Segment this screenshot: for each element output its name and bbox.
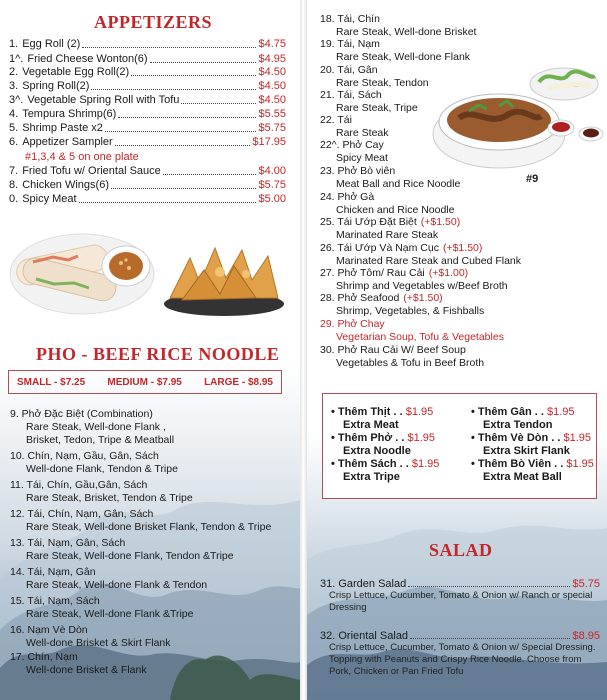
pho-item-title — [320, 139, 388, 152]
pho-item-desc: Rare Steak, Well-done Flank & Tendon — [26, 579, 208, 592]
salad-header — [320, 630, 600, 642]
pho-item-title: 14. Tái, Nạm, Gân — [10, 566, 96, 578]
addon-name: Thêm Sách — [337, 458, 397, 470]
appetizer-price: $17.95 — [252, 136, 286, 148]
pho-item-title: 9. Phở Đặc Biệt (Combination) — [10, 408, 153, 420]
pho-item-name: 21. Tái, Sách — [320, 89, 382, 101]
pho-item-title — [320, 89, 418, 102]
pho-item — [320, 242, 521, 268]
appetizer-number: 3. — [9, 80, 19, 92]
pho-item — [320, 344, 484, 370]
pho-item-desc: Rare Steak — [336, 127, 389, 140]
appetizer-row — [9, 136, 286, 149]
pho-item — [320, 292, 484, 318]
pho-item-title — [320, 38, 470, 51]
pho-bowl-photo — [429, 56, 605, 176]
addon-price: $1.95 — [411, 458, 440, 470]
appetizer-number: 3^. — [9, 94, 24, 106]
pho-item — [10, 508, 271, 534]
appetizer-price: $4.50 — [258, 80, 286, 92]
addon-line: • Thêm Vè Dòn . . $1.95 — [471, 432, 592, 444]
pho-item-title — [320, 216, 460, 229]
pho-item-desc: Shrimp, Vegetables, & Fishballs — [336, 305, 485, 318]
pho-item-desc: Meat Ball and Rice Noodle — [336, 178, 461, 191]
pho-item-name: 23. Phở Bò viên — [320, 165, 396, 177]
leader-dots — [82, 38, 256, 48]
pho-item — [320, 64, 429, 90]
appetizer-number: 5. — [9, 122, 19, 134]
pho-item — [320, 267, 508, 293]
addon-item — [471, 432, 591, 458]
pho-item-desc: Rare Steak, Well-done Flank — [336, 51, 471, 64]
appetizer-number: 6. — [9, 136, 19, 148]
appetizer-number: 4. — [9, 108, 19, 120]
pho-item — [10, 595, 194, 621]
pho-item-name: 28. Phở Seafood — [320, 292, 400, 304]
pho-item-name: 24. Phở Gà — [320, 191, 375, 203]
pho-photo-label: #9 — [526, 173, 539, 185]
pho-item — [320, 318, 504, 344]
addon-name: Thêm Bò Viên — [477, 458, 552, 470]
leader-dots — [163, 165, 257, 175]
appetizers-title: APPETIZERS — [94, 12, 213, 32]
appetizer-name: Appetizer Sampler — [22, 136, 113, 148]
left-panel — [0, 0, 300, 700]
pho-item-title — [320, 344, 484, 357]
pho-item-title — [320, 114, 389, 127]
pho-item-desc: Marinated Rare Steak and Cubed Flank — [336, 255, 522, 268]
addon-desc: Extra Skirt Flank — [483, 445, 570, 457]
addon-name: Thêm Vè Dòn — [477, 432, 549, 444]
appetizer-price: $5.00 — [258, 193, 286, 205]
appetizer-name: Egg Roll (2) — [22, 38, 81, 50]
pho-item-name: 29. Phở Chay — [320, 318, 385, 330]
pho-item-name: 27. Phở Tôm/ Rau Cải — [320, 267, 425, 279]
pho-item-desc: Vegetables & Tofu in Beef Broth — [336, 357, 485, 370]
spring-roll-photo — [8, 224, 156, 316]
pho-item-desc: Chicken and Rice Noodle — [336, 204, 455, 217]
appetizer-number: 1. — [9, 38, 19, 50]
pho-item-title: 17. Chín, Nạm — [10, 651, 78, 663]
addon-name: Thêm Thịt — [337, 406, 391, 418]
pho-item — [320, 191, 454, 217]
salad-price: $8.95 — [572, 630, 600, 642]
pho-item-title — [320, 242, 521, 255]
pho-item-desc: Rare Steak, Well-done Brisket — [336, 26, 477, 39]
pho-item — [320, 139, 388, 165]
pho-item-name: 18. Tái, Chín — [320, 13, 380, 25]
salad-name: 32. Oriental Salad — [320, 630, 409, 642]
appetizer-name: Vegetable Egg Roll(2) — [22, 66, 130, 78]
salad-desc: Crisp Lettuce, Cucumber, Tomato & Onion w/ Ranch or special Dressing — [329, 590, 593, 613]
leader-dots — [410, 630, 570, 639]
appetizer-name: Spicy Meat — [22, 193, 77, 205]
pho-item-desc: Well-done Flank, Tendon & Tripe — [26, 463, 178, 476]
addon-line: • Thêm Sách . . $1.95 — [331, 458, 440, 470]
addon-price: $1.95 — [566, 458, 594, 470]
addon-item — [471, 458, 594, 484]
addon-item — [331, 432, 435, 458]
pho-item-name: 25. Tái Ướp Đặt Biệt — [320, 216, 417, 228]
pho-item — [10, 651, 147, 677]
pho-item-title — [320, 267, 508, 280]
pho-item-desc: Shrimp and Vegetables w/Beef Broth — [336, 280, 508, 293]
appetizer-name: Chicken Wings(6) — [22, 179, 109, 191]
pho-item — [320, 13, 476, 39]
pho-item-desc: Spicy Meat — [336, 152, 388, 165]
addon-line: • Thêm Phở . . $1.95 — [331, 432, 436, 444]
pho-item-desc: Well-done Brisket & Skirt Flank — [26, 637, 171, 650]
leader-dots — [115, 136, 251, 146]
appetizer-number: 2. — [9, 66, 19, 78]
appetizer-row — [9, 108, 286, 121]
addon-desc: Extra Tendon — [483, 419, 553, 431]
pho-item — [10, 479, 193, 505]
appetizer-row — [9, 122, 286, 135]
addon-price: $1.95 — [405, 406, 434, 418]
pho-item — [10, 450, 178, 476]
appetizer-number: 7. — [9, 165, 19, 177]
appetizer-name: Vegetable Spring Roll with Tofu — [27, 94, 180, 106]
appetizer-price: $4.50 — [258, 94, 286, 106]
size-large: LARGE - $8.95 — [204, 376, 273, 388]
appetizer-row — [9, 53, 286, 66]
pho-item-surcharge: (+$1.50) — [420, 216, 461, 228]
addon-price: $1.95 — [563, 432, 592, 444]
pho-item-desc: Brisket, Tedon, Tripe & Meatball — [26, 434, 175, 447]
addon-item — [331, 458, 439, 484]
pho-item-surcharge: (+$1.50) — [403, 292, 443, 304]
appetizer-row — [9, 179, 286, 192]
pho-item-name: 20. Tái, Gân — [320, 64, 378, 76]
size-medium: MEDIUM - $7.95 — [107, 376, 182, 388]
appetizer-name: Shrimp Paste x2 — [22, 122, 103, 134]
appetizer-price: $4.00 — [258, 165, 286, 177]
pho-item-desc: Marinated Rare Steak — [336, 229, 439, 242]
appetizer-price: $5.55 — [258, 108, 286, 120]
leader-dots — [118, 108, 256, 118]
addon-name: Thêm Phở — [337, 432, 393, 444]
addon-price: $1.95 — [407, 432, 436, 444]
addon-line: • Thêm Thịt . . $1.95 — [331, 406, 434, 418]
addon-desc: Extra Meat — [343, 419, 399, 431]
pho-item-desc: Vegetarian Soup, Tofu & Vegetables — [336, 331, 504, 344]
leader-dots — [181, 94, 256, 104]
appetizer-price: $5.75 — [258, 122, 286, 134]
sampler-note: #1,3,4 & 5 on one plate — [25, 151, 139, 163]
addons-box — [322, 393, 597, 499]
pho-title: PHO - BEEF RICE NOODLE — [36, 344, 280, 364]
pho-item-desc: Rare Steak, Well-done Brisket Flank, Tendon & Tripe — [26, 521, 272, 534]
addon-name: Thêm Gân — [477, 406, 532, 418]
pho-item-title: 12. Tái, Chín, Nạm, Gân, Sách — [10, 508, 154, 520]
appetizer-name: Spring Roll(2) — [22, 80, 90, 92]
addon-line: • Thêm Gân . . $1.95 — [471, 406, 575, 418]
pho-item-title — [320, 191, 454, 204]
salad-item — [320, 578, 600, 614]
appetizer-row — [9, 165, 286, 178]
pho-item-name: 22. Tái — [320, 114, 352, 126]
pho-item-desc: Rare Steak, Tripe — [336, 102, 418, 115]
pho-item-name: 22^. Phở Cay — [320, 139, 384, 151]
appetizer-price: $4.75 — [258, 38, 286, 50]
appetizer-name: Fried Cheese Wonton(6) — [27, 53, 148, 65]
leader-dots — [105, 122, 257, 132]
addon-price: $1.95 — [547, 406, 575, 418]
appetizer-row — [9, 80, 286, 93]
size-small: SMALL - $7.25 — [17, 376, 86, 388]
appetizer-row — [9, 94, 286, 107]
leader-dots — [91, 80, 256, 90]
pho-item-title: 16. Nạm Vè Dòn — [10, 624, 88, 636]
pho-item-title: 11. Tái, Chín, Gầu,Gân, Sách — [10, 479, 148, 491]
pho-item-name: 30. Phở Rau Cải W/ Beef Soup — [320, 344, 466, 356]
appetizer-number: 8. — [9, 179, 19, 191]
leader-dots — [79, 193, 257, 203]
pho-item-title — [320, 292, 484, 305]
pho-item — [320, 216, 460, 242]
appetizer-row — [9, 38, 286, 51]
addon-item — [331, 406, 433, 432]
addon-desc: Extra Tripe — [343, 471, 400, 483]
pho-item-title — [320, 64, 429, 77]
pho-item-title — [320, 13, 476, 26]
pho-item-desc: Rare Steak, Well-done Flank, Tendon &Tripe — [26, 550, 234, 563]
addon-line: • Thêm Bò Viên . . $1.95 — [471, 458, 594, 470]
appetizer-name: Tempura Shrimp(6) — [22, 108, 117, 120]
leader-dots — [150, 53, 257, 63]
salad-desc: Crisp Lettuce, Cucumber, Tomato & Onion w/ Special Dressing. Topping with Peanuts and Crispy Rice Noodle. Choose from Pork, Chicken or Pan Fried Tofu — [329, 642, 596, 677]
pho-item — [10, 624, 171, 650]
pho-item-title: 10. Chín, Nạm, Gầu, Gân, Sách — [10, 450, 159, 462]
leader-dots — [131, 66, 256, 76]
leader-dots — [111, 179, 256, 189]
salad-item — [320, 630, 600, 678]
pho-item-desc: Well-done Brisket & Flank — [26, 664, 147, 677]
pho-item-desc: Rare Steak, Tendon — [336, 77, 429, 90]
pho-item — [320, 114, 389, 140]
pho-item-desc: Rare Steak, Well-done Flank &Tripe — [26, 608, 194, 621]
pho-item-title: 15. Tái, Nạm, Sách — [10, 595, 100, 607]
addon-item — [471, 406, 575, 432]
pho-item-name: 19. Tái, Nạm — [320, 38, 380, 50]
pho-item-title: 13. Tái, Nạm, Gân, Sách — [10, 537, 126, 549]
salad-header — [320, 578, 600, 590]
appetizer-row — [9, 66, 286, 79]
menu-fold — [300, 0, 307, 700]
salad-title: SALAD — [429, 540, 493, 560]
pho-item — [320, 89, 418, 115]
appetizer-row — [9, 193, 286, 206]
appetizer-price: $5.75 — [258, 179, 286, 191]
salad-price: $5.75 — [572, 578, 600, 590]
appetizer-number: 1^. — [9, 53, 24, 65]
pho-item-desc: Rare Steak, Well-done Flank , — [26, 421, 166, 434]
salad-name: 31. Garden Salad — [320, 578, 407, 590]
pho-item-surcharge: (+$1.50) — [442, 242, 483, 254]
pho-item-name: 26. Tái Ướp Và Nạm Cục — [320, 242, 439, 254]
pho-item-desc: Rare Steak, Brisket, Tendon & Tripe — [26, 492, 193, 505]
cheese-wonton-photo — [160, 228, 288, 320]
addon-desc: Extra Noodle — [343, 445, 411, 457]
appetizer-number: 0. — [9, 193, 19, 205]
appetizer-price: $4.95 — [258, 53, 286, 65]
pho-item — [10, 408, 174, 448]
addon-desc: Extra Meat Ball — [483, 471, 562, 483]
appetizer-price: $4.50 — [258, 66, 286, 78]
pho-item — [10, 566, 207, 592]
size-prices — [8, 370, 282, 394]
appetizer-name: Fried Tofu w/ Oriental Sauce — [22, 165, 161, 177]
pho-item-title — [320, 318, 504, 331]
pho-item-surcharge: (+$1.00) — [428, 267, 469, 279]
leader-dots — [408, 578, 570, 587]
pho-item — [10, 537, 234, 563]
